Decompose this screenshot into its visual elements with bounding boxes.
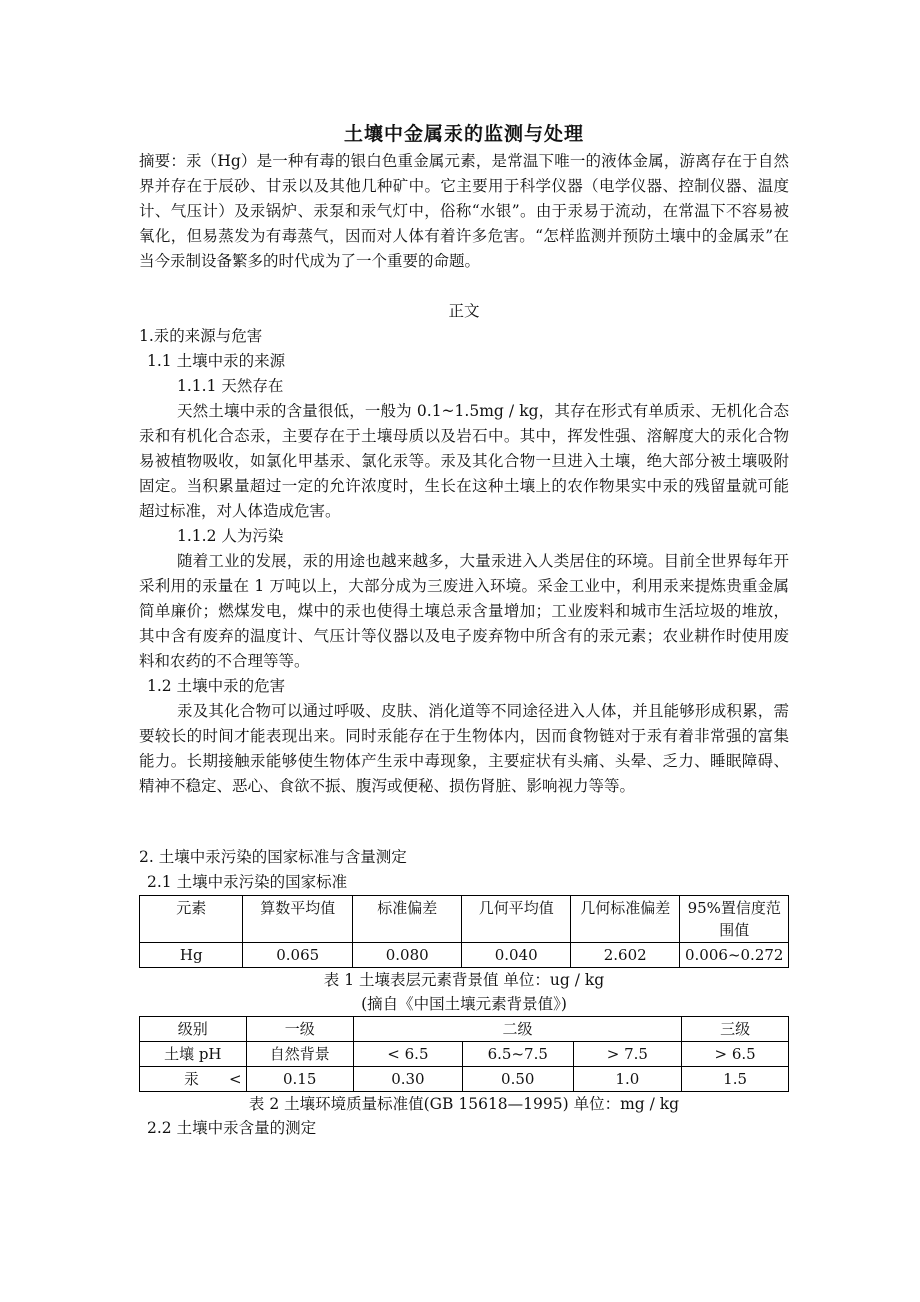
section-1-1-2-heading: 1.1.2 人为污染 <box>177 527 284 545</box>
table-header-cell: 算数平均值 <box>243 896 353 943</box>
table-row <box>140 1067 789 1092</box>
section-1-1-1-heading: 1.1.1 天然存在 <box>177 377 284 395</box>
table-cell: > 6.5 <box>682 1042 789 1067</box>
table-header-cell: 几何平均值 <box>462 896 571 943</box>
table-cell <box>140 1067 247 1092</box>
table-cell: 0.006~0.272 <box>680 943 789 968</box>
table-header-row <box>140 896 789 943</box>
paragraph-human-pollution: 随着工业的发展，汞的用途也越来越多，大量汞进入人类居住的环境。目前全世界每年开采利用的汞量在 1 万吨以上，大部分成为三废进入环境。采金工业中，利用汞来提炼贵重金属简单廉价；燃煤发电，煤中的汞也使得土壤总汞含量增加；工业废料和城市生活垃圾的堆放，其中含有废弃的温度计、气压计等仪器以及电子废弃物中所含有的汞元素；农业耕作时使用废料和农药的不合理等等。 <box>139 552 789 670</box>
table-cell: 级别 <box>140 1017 247 1042</box>
table-cell: 2.602 <box>570 943 680 968</box>
section-2-1-heading: 2.1 土壤中汞污染的国家标准 <box>147 873 348 891</box>
table-cell: > 7.5 <box>573 1042 682 1067</box>
document-title: 土壤中金属汞的监测与处理 <box>343 123 584 145</box>
table-cell: 0.065 <box>243 943 353 968</box>
table-header-cell: 几何标准偏差 <box>570 896 680 943</box>
document-page <box>139 122 789 1141</box>
table-1-source: (摘自《中国土壤元素背景值》) <box>361 995 567 1013</box>
table-cell: 自然背景 <box>246 1042 353 1067</box>
table-cell: Hg <box>140 943 243 968</box>
table-cell: < 6.5 <box>353 1042 462 1067</box>
table-cell: 0.30 <box>353 1067 462 1092</box>
table-cell: 1.5 <box>682 1067 789 1092</box>
abstract: 摘要：汞（Hg）是一种有毒的银白色重金属元素，是常温下唯一的液体金属，游离存在于自然界并存在于辰砂、甘汞以及其他几种矿中。它主要用于科学仪器（电学仪器、控制仪器、温度计、气压计）及汞锅炉、汞泵和汞气灯中，俗称“水银”。由于汞易于流动，在常温下不容易被氧化，但易蒸发为有毒蒸气，因而对人体有着许多危害。“怎样监测并预防土壤中的金属汞”在当今汞制设备繁多的时代成为了一个重要的命题。 <box>139 152 789 270</box>
table-cell: 0.080 <box>352 943 462 968</box>
section-1-2-heading: 1.2 土壤中汞的危害 <box>147 677 286 695</box>
section-1-1-heading: 1.1 土壤中汞的来源 <box>147 352 286 370</box>
table-row <box>140 1017 789 1042</box>
table-1-caption: 表 1 土壤表层元素背景值 单位：ug / kg <box>323 971 605 989</box>
section-2-heading: 2. 土壤中汞污染的国家标准与含量测定 <box>139 848 407 866</box>
table-background-values <box>139 895 789 968</box>
mercury-label: 汞 <box>184 1070 200 1088</box>
table-cell: 6.5~7.5 <box>462 1042 573 1067</box>
paragraph-hazards: 汞及其化合物可以通过呼吸、皮肤、消化道等不同途径进入人体，并且能够形成积累，需要较长的时间才能表现出来。同时汞能存在于生物体内，因而食物链对于汞有着非常强的富集能力。长期接触汞能够使生物体产生汞中毒现象，主要症状有头痛、头晕、乏力、睡眠障碍、精神不稳定、恶心、食欲不振、腹泻或便秘、损伤肾脏、影响视力等等。 <box>139 702 789 795</box>
table-cell: 土壤 pH <box>140 1042 247 1067</box>
table-quality-standards <box>139 1016 789 1092</box>
section-2-2-heading: 2.2 土壤中汞含量的测定 <box>147 1119 317 1137</box>
section-1-heading: 1.汞的来源与危害 <box>139 327 263 345</box>
table-cell: 0.15 <box>246 1067 353 1092</box>
table-cell: 0.50 <box>462 1067 573 1092</box>
table-cell: 二级 <box>353 1017 681 1042</box>
table-header-cell: 标准偏差 <box>352 896 462 943</box>
table-cell: 三级 <box>682 1017 789 1042</box>
paragraph-natural-source: 天然土壤中汞的含量很低，一般为 0.1~1.5mg / kg，其存在形式有单质汞、无机化合态汞和有机化合态汞，主要存在于土壤母质以及岩石中。其中，挥发性强、溶解度大的汞化合物易被植物吸收，如氯化甲基汞、氯化汞等。汞及其化合物一旦进入土壤，绝大部分被土壤吸附固定。当积累量超过一定的允许浓度时，生长在这种土壤上的农作物果实中汞的残留量就可能超过标准，对人体造成危害。 <box>139 402 789 520</box>
table-2-caption: 表 2 土壤环境质量标准值(GB 15618—1995) 单位：mg / kg <box>248 1095 680 1113</box>
table-row <box>140 1042 789 1067</box>
body-heading: 正文 <box>448 302 480 320</box>
table-header-cell: 元素 <box>140 896 243 943</box>
table-cell: 1.0 <box>573 1067 682 1092</box>
less-than-symbol: < <box>229 1070 242 1088</box>
table-header-cell: 95%置信度范围值 <box>680 896 789 943</box>
table-row <box>140 943 789 968</box>
table-cell: 一级 <box>246 1017 353 1042</box>
table-cell: 0.040 <box>462 943 571 968</box>
